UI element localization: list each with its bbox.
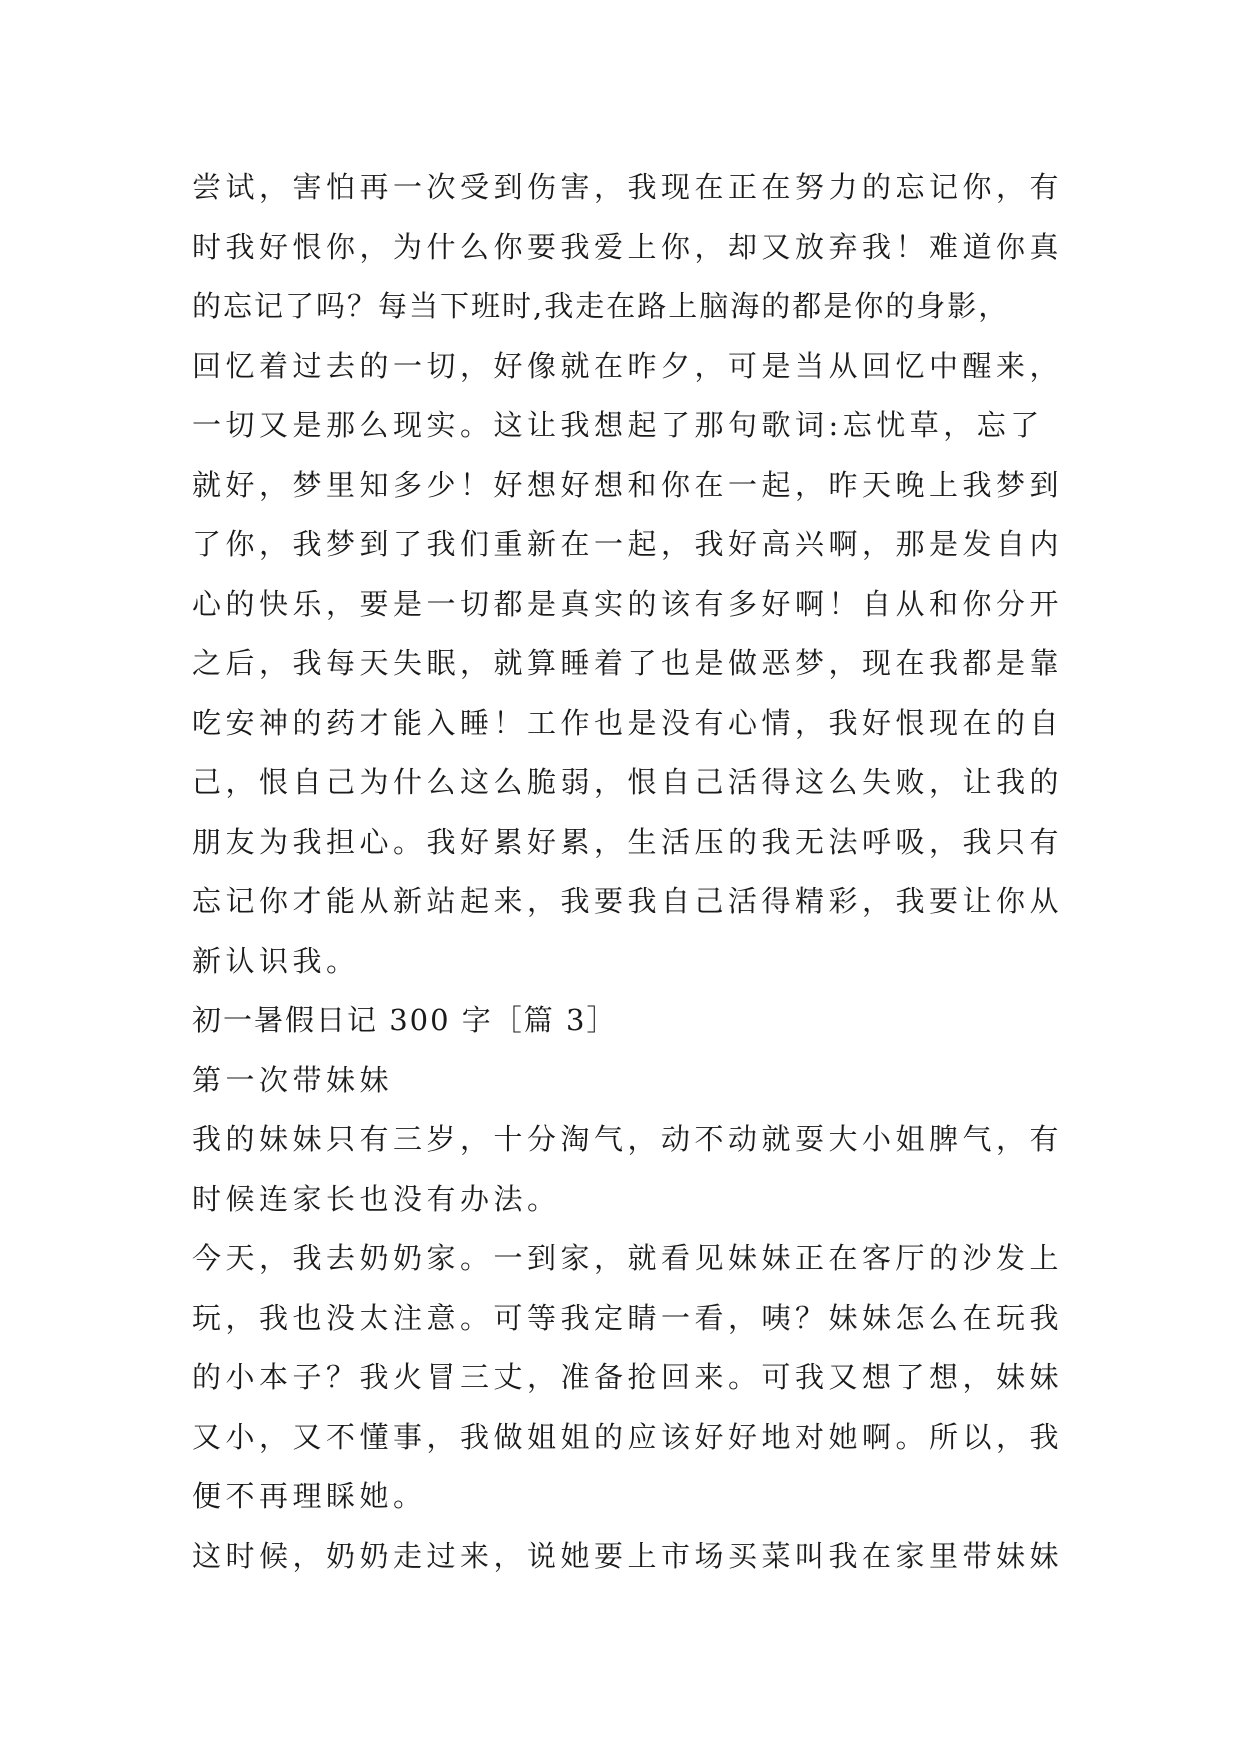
section-subtitle: 第一次带妹妹 — [192, 1062, 394, 1097]
text-line: 吃安神的药才能入睡！工作也是没有心情，我好恨现在的自 — [192, 705, 1064, 740]
text-line: 一切又是那么现实。这让我想起了那句歌词:忘忧草，忘了 — [192, 408, 1044, 442]
text-line: 时我好恨你，为什么你要我爱上你，却又放弃我！难道你真 — [192, 229, 1064, 264]
text-line: 这时候，奶奶走过来，说她要上市场买菜叫我在家里带妹妹 — [192, 1538, 1064, 1573]
text-line: 之后，我每天失眠，就算睡着了也是做恶梦，现在我都是靠 — [192, 646, 1064, 680]
text-line: 时候连家长也没有办法。 — [192, 1181, 561, 1216]
text-line: 便不再理睬她。 — [192, 1479, 427, 1513]
text-line: 的小本子？我火冒三丈，准备抢回来。可我又想了想，妹妹 — [192, 1360, 1064, 1394]
text-line: 忘记你才能从新站起来，我要我自己活得精彩，我要让你从 — [192, 884, 1064, 918]
text-line: 己，恨自己为什么这么脆弱，恨自己活得这么失败，让我的 — [192, 765, 1064, 799]
text-line: 了你，我梦到了我们重新在一起，我好高兴啊，那是发自内 — [192, 527, 1064, 561]
text-line: 今天，我去奶奶家。一到家，就看见妹妹正在客厅的沙发上 — [192, 1241, 1064, 1275]
text-line: 朋友为我担心。我好累好累，生活压的我无法呼吸，我只有 — [192, 824, 1064, 859]
text-line: 我的妹妹只有三岁，十分淘气，动不动就耍大小姐脾气，有 — [192, 1122, 1064, 1156]
text-line: 就好，梦里知多少！好想好想和你在一起，昨天晚上我梦到 — [192, 467, 1064, 502]
text-line: 尝试，害怕再一次受到伤害，我现在正在努力的忘记你，有 — [192, 170, 1064, 204]
document-body — [192, 158, 1092, 1586]
text-line: 心的快乐，要是一切都是真实的该有多好啊！自从和你分开 — [192, 586, 1064, 621]
section-heading: 初一暑假日记 300 字［篇 3］ — [192, 1003, 618, 1037]
text-line: 玩，我也没太注意。可等我定睛一看，咦？妹妹怎么在玩我 — [192, 1300, 1064, 1335]
text-line: 回忆着过去的一切，好像就在昨夕，可是当从回忆中醒来， — [192, 348, 1064, 383]
text-line: 又小，又不懂事，我做姐姐的应该好好地对她啊。所以，我 — [192, 1419, 1064, 1454]
text-line: 新认识我。 — [192, 943, 360, 978]
text-line: 的忘记了吗？每当下班时,我走在路上脑海的都是你的身影， — [192, 289, 1010, 323]
